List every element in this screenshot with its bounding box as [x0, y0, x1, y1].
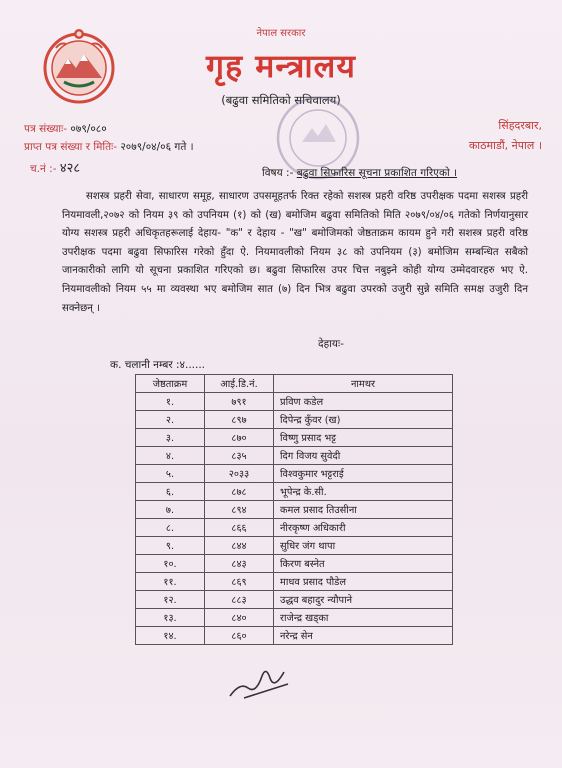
- id-cell: ८६०: [205, 627, 274, 645]
- id-cell: ८४०: [205, 609, 274, 627]
- id-cell: ८६९: [205, 573, 274, 591]
- name-cell: दिग विजय सुवेदी: [274, 447, 453, 465]
- subject-line: [262, 166, 457, 180]
- seniority-cell: १.: [136, 393, 205, 411]
- header-seniority: जेष्ठताक्रम: [136, 375, 205, 393]
- name-cell: प्रविण कडेल: [274, 393, 453, 411]
- name-cell: सुधिर जंग थापा: [274, 537, 453, 555]
- signature-icon: [226, 662, 296, 702]
- table-row: [136, 429, 453, 447]
- table-row: [136, 501, 453, 519]
- ministry-title: गृह मन्त्रालय: [206, 47, 356, 85]
- seniority-cell: ८.: [136, 519, 205, 537]
- table-row: [136, 609, 453, 627]
- seniority-cell: ३.: [136, 429, 205, 447]
- table-header-row: [136, 375, 453, 393]
- address-line-1: सिंहदरबार,: [498, 119, 542, 132]
- id-cell: ८८३: [205, 591, 274, 609]
- received-value: २०७९/०४/०६ गते ।: [120, 141, 194, 153]
- table-row: [136, 411, 453, 429]
- name-cell: माधव प्रसाद पौडेल: [274, 573, 453, 591]
- header-id: आई.डि.नं.: [205, 375, 274, 393]
- subject-text: बढुवा सिफारिस सूचना प्रकाशित गरिएको ।: [296, 167, 458, 179]
- table-row: [136, 483, 453, 501]
- table-row: [136, 537, 453, 555]
- id-cell: ७९१: [205, 393, 274, 411]
- table-row: [136, 591, 453, 609]
- id-cell: २०३३: [205, 465, 274, 483]
- letter-number-label: पत्र संख्याः-: [24, 123, 68, 135]
- id-cell: ८९७: [205, 411, 274, 429]
- seniority-cell: २.: [136, 411, 205, 429]
- name-cell: किरण बस्नेत: [274, 555, 453, 573]
- dispatch-label: च.नं :-: [30, 163, 57, 175]
- dispatch-value: ४२८: [59, 161, 81, 176]
- table-row: [136, 573, 453, 591]
- government-line: नेपाल सरकार: [256, 28, 306, 39]
- id-cell: ८७०: [205, 429, 274, 447]
- address-line-2: काठमाडौं, नेपाल ।: [468, 139, 542, 152]
- table-row: [136, 465, 453, 483]
- subject-label: विषय :-: [262, 167, 294, 179]
- name-cell: भूपेन्द्र के.सी.: [274, 483, 453, 501]
- seniority-cell: ९.: [136, 537, 205, 555]
- id-cell: ८७८: [205, 483, 274, 501]
- name-cell: राजेन्द्र खड्का: [274, 609, 453, 627]
- seniority-cell: ७.: [136, 501, 205, 519]
- promotion-table: [135, 374, 453, 645]
- secretariat-subtitle: (बढुवा समितिको सचिवालय): [221, 93, 341, 107]
- seniority-cell: १२.: [136, 591, 205, 609]
- received-letter-info: [24, 140, 194, 154]
- table-row: [136, 447, 453, 465]
- id-cell: ८४४: [205, 537, 274, 555]
- name-cell: विश्वकुमार भट्टराई: [274, 465, 453, 483]
- table-row: [136, 627, 453, 645]
- seniority-cell: ११.: [136, 573, 205, 591]
- seniority-cell: ५.: [136, 465, 205, 483]
- seniority-cell: ६.: [136, 483, 205, 501]
- letter-number-value: ०७९/०८०: [70, 123, 107, 135]
- seniority-cell: ४.: [136, 447, 205, 465]
- name-cell: कमल प्रसाद तिउसीना: [274, 501, 453, 519]
- name-cell: दिपेन्द्र कुँवर (ख): [274, 411, 453, 429]
- seniority-cell: १०.: [136, 555, 205, 573]
- header-name: नामथर: [274, 375, 453, 393]
- table-row: [136, 555, 453, 573]
- dispatch-serial: क. चलानी नम्बर :४......: [110, 359, 206, 371]
- id-cell: ८३५: [205, 447, 274, 465]
- notice-body: सशस्त्र प्रहरी सेवा, साधारण समूह, साधारण उपसमूहतर्फ रिक्त रहेको सशस्त्र प्रहरी वरिष्ठ उपरीक्षक पदमा सशस्त्र प्रहरी नियमावली,२०७२ को नियम ३९ को उपनियम (१) को (ख) बमोजिम बढुवा समितिको मिति २०७९/०४/०६ गतेको निर्णयानुसार योग्य सशस्त्र प्रहरी अधिकृतहरूलाई देहाय- "क" र देहाय - "ख" बमोजिमको जेष्ठताक्रम कायम हुने गरी सशस्त्र प्रहरी वरिष्ठ उपरीक्षक पदमा बढुवा सिफारिस गरेको हुँदा ऐ. नियमावलीको नियम ३८ को उपनियम (३) बमोजिम सम्बन्धित सबैको जानकारीको लागि यो सूचना प्रकाशित गरिएको छ। बढुवा सिफारिस उपर चित्त नबुझ्ने कोही योग्य उम्मेदवारहरु भए ऐ. नियमावलीको नियम ५५ मा व्यवस्था भए बमोजिम सात (७) दिन भित्र बढुवा उपरको उजुरी सुन्ने समिति समक्ष उजुरी दिन सक्नेछन् ।: [62, 191, 528, 314]
- name-cell: उद्धव बहादुर न्यौपाने: [274, 591, 453, 609]
- name-cell: विष्णु प्रसाद भट्ट: [274, 429, 453, 447]
- id-cell: ८९४: [205, 501, 274, 519]
- table-row: [136, 393, 453, 411]
- id-cell: ८४३: [205, 555, 274, 573]
- id-cell: ८६६: [205, 519, 274, 537]
- letter-number: [24, 122, 107, 136]
- seniority-cell: १४.: [136, 627, 205, 645]
- table-row: [136, 519, 453, 537]
- seniority-cell: १३.: [136, 609, 205, 627]
- received-label: प्राप्त पत्र संख्या र मितिः-: [24, 141, 117, 153]
- name-cell: नरेन्द्र सेन: [274, 627, 453, 645]
- name-cell: नीरकृष्ण अधिकारी: [274, 519, 453, 537]
- annex-label: देहायः-: [318, 338, 344, 350]
- dispatch-number: [30, 158, 80, 176]
